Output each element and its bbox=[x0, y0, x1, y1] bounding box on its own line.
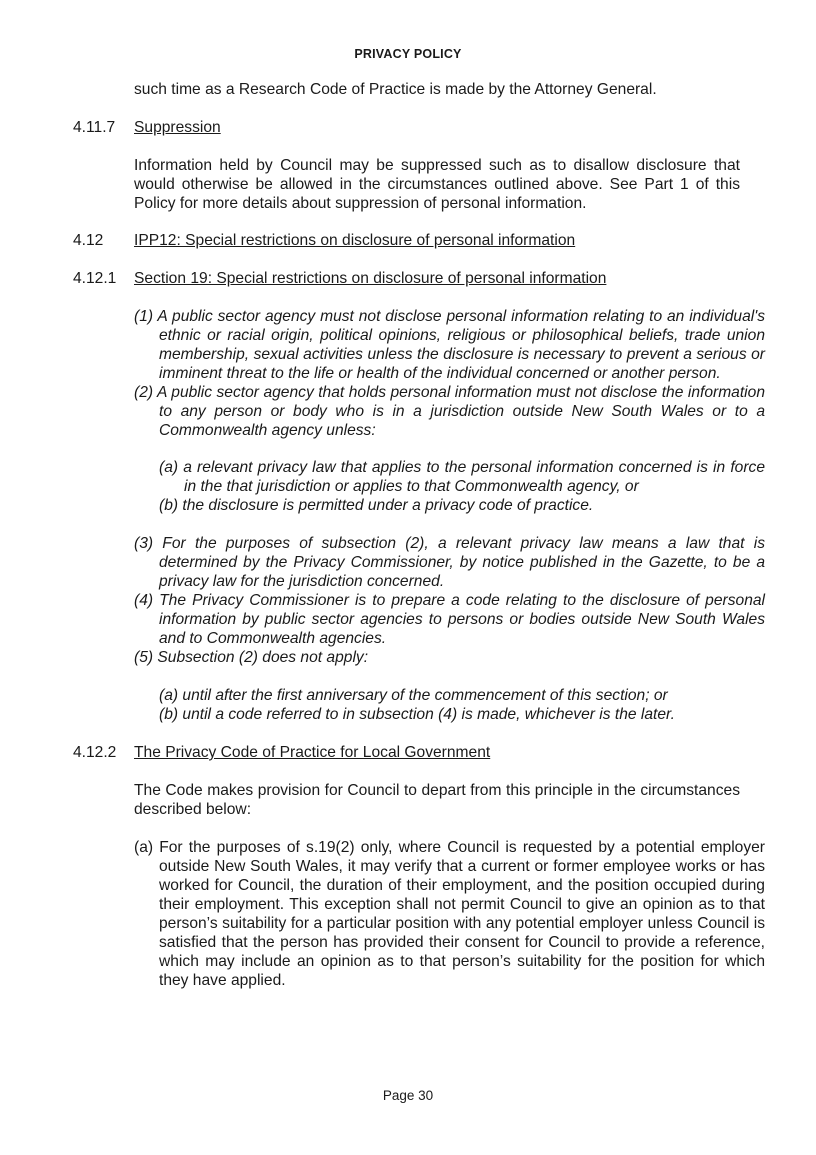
quote-subsection-2: (2) A public sector agency that holds personal information must not disclose the information to any person or body who is in a jurisdiction outside New South Wales or to a Commonwealth agency unless: bbox=[134, 384, 765, 439]
page-number: Page 30 bbox=[382, 1088, 434, 1103]
section-title: The Privacy Code of Practice for Local Government bbox=[134, 744, 491, 761]
section-title: Section 19: Special restrictions on disclosure of personal information bbox=[134, 270, 607, 287]
quote-subsection-5a: (a) until after the first anniversary of the commencement of this section; or bbox=[159, 687, 668, 704]
code-provision-paragraph: The Code makes provision for Council to depart from this principle in the circumstances described below: bbox=[134, 782, 740, 818]
quote-subsection-2b: (b) the disclosure is permitted under a privacy code of practice. bbox=[159, 497, 594, 514]
section-title: IPP12: Special restrictions on disclosure of personal information bbox=[134, 232, 576, 249]
section-title: Suppression bbox=[134, 119, 221, 136]
page-header: PRIVACY POLICY bbox=[354, 47, 462, 61]
suppression-paragraph: Information held by Council may be suppressed such as to disallow disclosure that would otherwise be allowed in the circumstances outlined above. See Part 1 of this Policy for more details about suppression of personal information. bbox=[134, 157, 740, 212]
section-number: 4.12.1 bbox=[73, 270, 117, 287]
section-number: 4.12.2 bbox=[73, 744, 117, 761]
section-4-11-7-heading bbox=[0, 118, 816, 137]
code-exception-a: (a) For the purposes of s.19(2) only, where Council is requested by a potential employer outside New South Wales, it may verify that a current or former employee works or has worked for Council, the duration of their employment, and the position occupied during their employment. This exception shall not permit Council to give an opinion as to that person’s suitability for a particular position with any potential employer unless Council is satisfied that the person has provided their consent for Council to provide a reference, which may include an opinion as to that person’s suitability for the position for which they have applied. bbox=[134, 839, 765, 989]
section-4-12-1-heading bbox=[0, 269, 816, 288]
quote-subsection-5b: (b) until a code referred to in subsection (4) is made, whichever is the later. bbox=[159, 706, 675, 723]
section-4-12-2-heading bbox=[0, 743, 816, 762]
intro-paragraph: such time as a Research Code of Practice is made by the Attorney General. bbox=[134, 81, 657, 98]
section-4-12-heading bbox=[0, 231, 816, 250]
quote-subsection-2a: (a) a relevant privacy law that applies to the personal information concerned is in force in the that jurisdiction or applies to that Commonwealth agency, or bbox=[159, 459, 765, 495]
quote-subsection-5: (5) Subsection (2) does not apply: bbox=[134, 649, 369, 666]
quote-subsection-3: (3) For the purposes of subsection (2), a relevant privacy law means a law that is determined by the Privacy Commissioner, by notice published in the Gazette, to be a privacy law for the jurisdiction concerned. bbox=[134, 535, 765, 590]
section-number: 4.11.7 bbox=[73, 119, 116, 136]
page-content bbox=[0, 80, 816, 990]
section-number: 4.12 bbox=[73, 232, 104, 249]
quote-subsection-1: (1) A public sector agency must not disclose personal information relating to an individual's ethnic or racial origin, political opinions, religious or philosophical beliefs, trade union membership, sexual activities unless the disclosure is necessary to prevent a serious or imminent threat to the life or health of the individual concerned or another person. bbox=[134, 308, 765, 382]
quote-subsection-4: (4) The Privacy Commissioner is to prepare a code relating to the disclosure of personal information by public sector agencies to persons or bodies outside New South Wales and to Commonwealth agencies. bbox=[134, 592, 765, 647]
